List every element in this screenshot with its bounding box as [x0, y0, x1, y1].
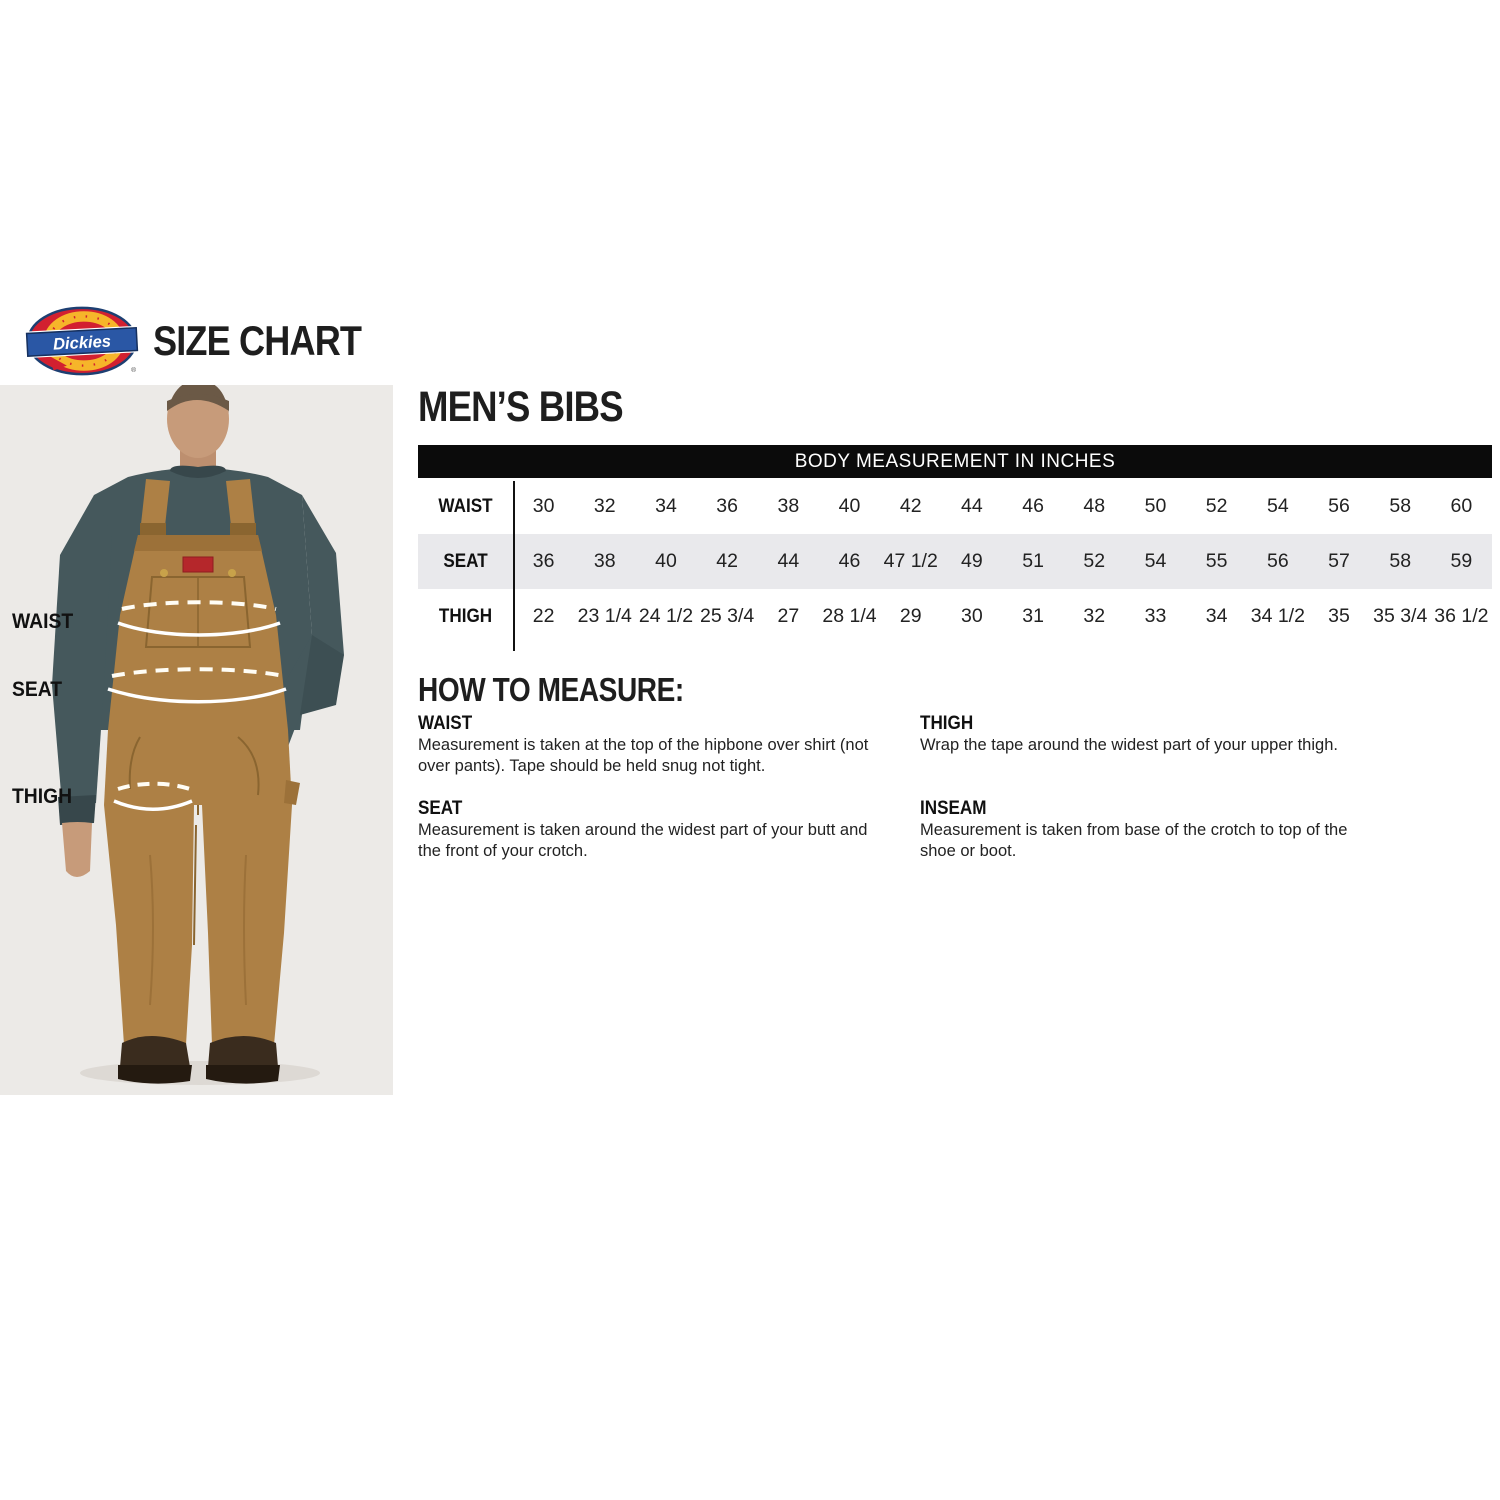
- table-cell: 54: [1144, 550, 1167, 572]
- table-cell: 40: [838, 495, 861, 517]
- table-cell: 30: [532, 495, 555, 517]
- how-to-measure-heading: HOW TO MEASURE:: [418, 671, 684, 708]
- table-cell: 52: [1083, 550, 1106, 572]
- table-cell: 24 1/2: [638, 605, 694, 627]
- measure-label-waist: WAIST: [418, 713, 473, 734]
- table-cell: 23 1/4: [577, 605, 632, 627]
- dickies-logo-icon: [25, 306, 139, 376]
- table-cell: 47 1/2: [883, 550, 938, 572]
- measure-label-thigh: THIGH: [920, 713, 974, 734]
- table-cell: 22: [532, 605, 555, 627]
- table-cell: 49: [961, 550, 983, 572]
- bib-overalls-model-illustration: [0, 385, 393, 1095]
- table-cell: 30: [961, 605, 983, 627]
- registered-mark: ®: [131, 367, 137, 375]
- table-cell: 29: [899, 605, 922, 627]
- table-cell: 32: [1083, 605, 1106, 627]
- brand-header: [25, 306, 395, 376]
- figure-label-seat: SEAT: [12, 678, 63, 701]
- table-cell: 36 1/2: [1434, 605, 1489, 627]
- table-cell: 46: [838, 550, 861, 572]
- table-cell: 27: [777, 605, 800, 627]
- measure-text-thigh: Wrap the tape around the widest part of your upper thigh.: [920, 736, 1338, 754]
- table-cell: 58: [1389, 495, 1412, 517]
- row-label: SEAT: [443, 550, 488, 572]
- measure-text-seat: Measurement is taken around the widest part of your butt and the front of your crotch.: [418, 821, 868, 860]
- size-chart-heading: SIZE CHART: [153, 317, 362, 364]
- measure-label-seat: SEAT: [418, 798, 463, 819]
- table-cell: 57: [1328, 550, 1350, 572]
- table-cell: 56: [1266, 550, 1289, 572]
- table-cell: 38: [593, 550, 616, 572]
- table-cell: 31: [1022, 605, 1044, 627]
- page-title: MEN’S BIBS: [418, 383, 623, 431]
- row-label: THIGH: [438, 605, 493, 627]
- table-row-thigh: [418, 589, 1492, 644]
- table-cell: 28 1/4: [822, 605, 877, 627]
- table-cell: 36: [532, 550, 555, 572]
- model-photo: [0, 385, 393, 1095]
- table-header-bar: BODY MEASUREMENT IN INCHES: [418, 445, 1492, 478]
- table-cell: 38: [777, 495, 800, 517]
- table-cell: 59: [1450, 550, 1473, 572]
- table-cell: 42: [716, 550, 738, 572]
- table-cell: 33: [1144, 605, 1167, 627]
- table-cell: 42: [899, 495, 922, 517]
- logo-wordmark: Dickies: [52, 331, 112, 354]
- size-table: [418, 445, 1492, 644]
- table-cell: 35 3/4: [1373, 605, 1428, 627]
- table-cell: 32: [593, 495, 616, 517]
- table-cell: 34: [1205, 605, 1228, 627]
- table-cell: 36: [716, 495, 738, 517]
- measure-label-inseam: INSEAM: [920, 798, 987, 819]
- table-row-waist: [418, 479, 1492, 534]
- figure-label-thigh: THIGH: [12, 785, 73, 808]
- table-cell: 52: [1205, 495, 1228, 517]
- content-pane: [418, 383, 1494, 860]
- table-cell: 34 1/2: [1250, 605, 1305, 627]
- table-cell: 50: [1144, 495, 1167, 517]
- measure-text-inseam: Measurement is taken from base of the crotch to top of the shoe or boot.: [920, 821, 1348, 860]
- table-cell: 25 3/4: [700, 605, 755, 627]
- table-cell: 55: [1205, 550, 1228, 572]
- table-cell: 44: [777, 550, 800, 572]
- table-cell: 40: [655, 550, 677, 572]
- table-cell: 54: [1266, 495, 1289, 517]
- table-cell: 48: [1083, 495, 1106, 517]
- table-cell: 34: [655, 495, 677, 517]
- row-label: WAIST: [438, 495, 493, 517]
- table-cell: 46: [1022, 495, 1044, 517]
- table-cell: 60: [1450, 495, 1473, 517]
- table-row-seat: [418, 534, 1492, 589]
- table-cell: 35: [1328, 605, 1350, 627]
- table-cell: 51: [1022, 550, 1044, 572]
- table-cell: 56: [1328, 495, 1350, 517]
- measure-text-waist: Measurement is taken at the top of the hipbone over shirt (not over pants). Tape should be held snug not tight.: [418, 736, 869, 775]
- table-cell: 44: [961, 495, 983, 517]
- table-cell: 58: [1389, 550, 1412, 572]
- table-divider: [513, 481, 515, 651]
- figure-label-waist: WAIST: [12, 610, 74, 633]
